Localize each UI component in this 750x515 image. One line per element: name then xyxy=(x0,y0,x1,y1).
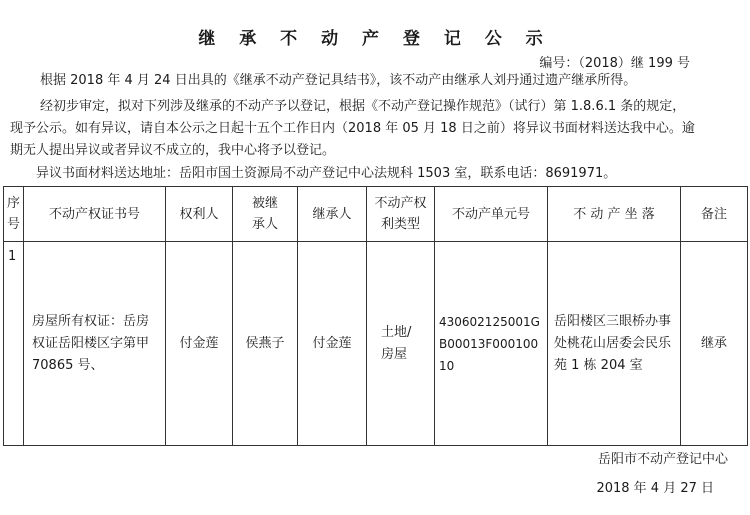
reference-number: 编号：（2018）继 199 号 xyxy=(539,56,690,71)
cell-inherited-from: 侯燕子 xyxy=(233,242,298,446)
issue-date: 2018 年 4 月 27 日 xyxy=(596,481,714,496)
cell-note: 继承 xyxy=(681,242,748,446)
table-header-row xyxy=(4,187,748,242)
paragraph-basis: 根据 2018 年 4 月 24 日出具的《继承不动产登记具结书》，该不动产由继承人刘丹通过遗产继承所得。 xyxy=(40,73,637,88)
paragraph-review-line-2: 现予公示。如有异议，请自本公示之日起十五个工作日内（2018 年 05 月 18 日之前）将异议书面材料送达我中心。逾 xyxy=(10,121,695,136)
cell-holder: 付金莲 xyxy=(166,242,233,446)
header-seq: 序号 xyxy=(4,187,24,242)
page-title: 继 承 不 动 产 登 记 公 示 xyxy=(198,29,552,49)
cell-heir: 付金莲 xyxy=(298,242,367,446)
header-right-type: 不动产权利类型 xyxy=(367,187,435,242)
cell-unit-no: 430602125001GB00013F00010010 xyxy=(435,242,548,446)
table-row xyxy=(4,242,748,446)
cell-right-type: 土地/房屋 xyxy=(367,242,435,446)
issuing-organization: 岳阳市不动产登记中心 xyxy=(597,452,728,467)
cell-cert: 房屋所有权证：岳房权证岳阳楼区字第甲 70865 号、 xyxy=(24,242,166,446)
registration-table xyxy=(3,186,748,446)
header-location: 不 动 产 坐 落 xyxy=(548,187,681,242)
header-cert: 不动产权证书号 xyxy=(24,187,166,242)
paragraph-review-line-1: 经初步审定，拟对下列涉及继承的不动产予以登记，根据《不动产登记操作规范》（试行）第 1.8.6.1 条的规定， xyxy=(40,99,686,114)
cell-seq: 1 xyxy=(4,242,24,446)
header-unit-no: 不动产单元号 xyxy=(435,187,548,242)
header-holder: 权利人 xyxy=(166,187,233,242)
header-note: 备注 xyxy=(681,187,748,242)
cell-location: 岳阳楼区三眼桥办事处桃花山居委会民乐苑 1 栋 204 室 xyxy=(548,242,681,446)
paragraph-objection-address: 异议书面材料送达地址：岳阳市国土资源局不动产登记中心法规科 1503 室，联系电话：8691971。 xyxy=(36,166,617,181)
header-heir: 继承人 xyxy=(298,187,367,242)
header-inherited-from: 被继承人 xyxy=(233,187,298,242)
paragraph-review-line-3: 期无人提出异议或者异议不成立的，我中心将予以登记。 xyxy=(10,143,336,158)
